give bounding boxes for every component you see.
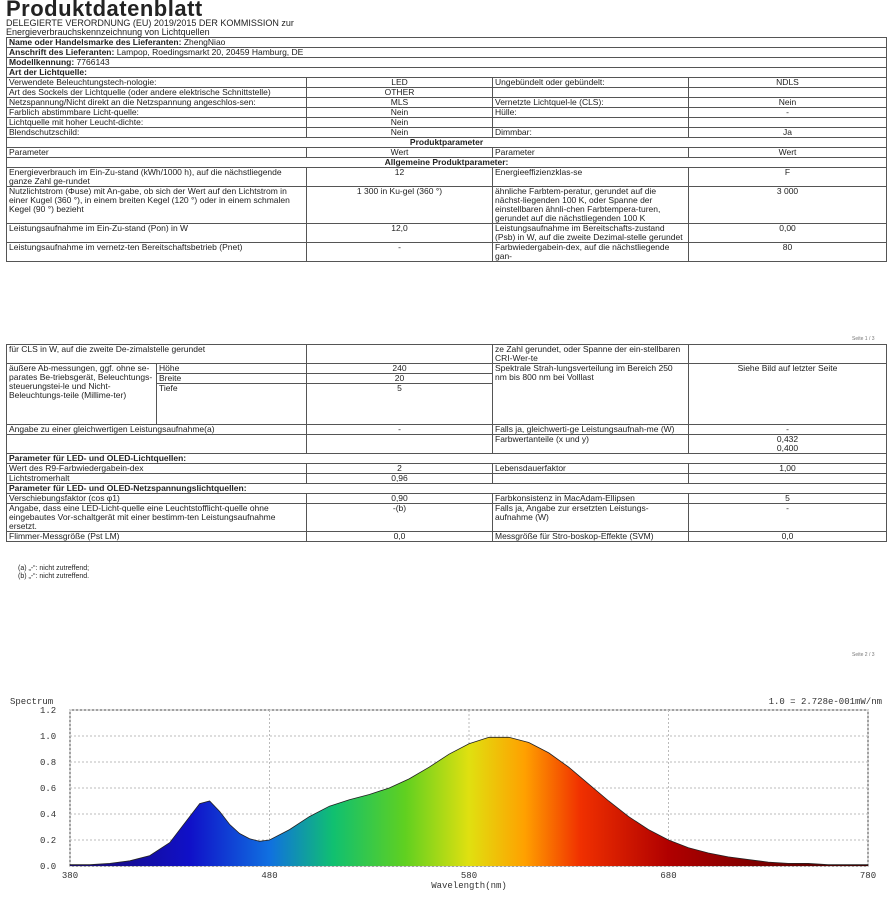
type-row-0 <box>7 78 887 88</box>
brand-value: ZhengNiao <box>183 37 226 47</box>
mains-value2-2: 0,0 <box>689 532 887 542</box>
x-tick-label: 480 <box>261 871 278 881</box>
type-row-2 <box>7 98 887 108</box>
type-label2-1 <box>493 88 689 98</box>
type-value2-3: - <box>689 108 887 118</box>
type-label-5: Blendschutzschild: <box>7 128 307 138</box>
led-value-0: 2 <box>307 464 493 474</box>
dim-name-2: Tiefe <box>157 384 307 425</box>
general-label2-0: Energieeffizienzklas-se <box>493 168 689 187</box>
type-label-2: Netzspannung/Nicht direkt an die Netzspannung angeschlos-sen: <box>7 98 307 108</box>
type-heading: Art der Lichtquelle: <box>7 68 887 78</box>
footnote-b: (b) „-“: nicht zutreffend. <box>18 573 90 580</box>
mains-label2-0: Farbkonsistenz in MacAdam-Ellipsen <box>493 494 689 504</box>
product-params-heading: Produktparameter <box>7 138 887 148</box>
general-value2-0: F <box>689 168 887 187</box>
chart-xlabel: Wavelength(nm) <box>431 881 507 891</box>
type-value2-0: NDLS <box>689 78 887 88</box>
type-value2-5: Ja <box>689 128 887 138</box>
cont-left: für CLS in W, auf die zweite De-zimalstelle gerundet <box>7 345 307 364</box>
page-number-2: Seite 2 / 3 <box>852 652 875 658</box>
general-value-3: - <box>307 243 493 262</box>
general-value2-2: 0,00 <box>689 224 887 243</box>
page2-table <box>6 344 887 542</box>
address-value: Lampop, Roedingsmarkt 20, 20459 Hamburg, DE <box>116 47 304 57</box>
type-value2-4 <box>689 118 887 128</box>
general-label-0: Energieverbrauch im Ein-Zu-stand (kWh/1000 h), auf die nächstliegende ganze Zahl ge-rundet <box>7 168 307 187</box>
general-value-0: 12 <box>307 168 493 187</box>
led-heading: Parameter für LED- und OLED-Lichtquellen: <box>7 454 887 464</box>
type-row-3 <box>7 108 887 118</box>
equiv-label-0: Angabe zu einer gleichwertigen Leistungsaufnahme(a) <box>7 425 307 435</box>
type-value-2: MLS <box>307 98 493 108</box>
general-label2-3: Farbwiedergabein-dex, auf die nächstliegende gan- <box>493 243 689 262</box>
spectral-label: Spektrale Strah-lungsverteilung im Bereich 250 nm bis 800 nm bei Volllast <box>493 364 689 425</box>
general-value2-3: 80 <box>689 243 887 262</box>
led-value2-1 <box>689 474 887 484</box>
y-tick-label: 0.8 <box>40 758 57 768</box>
spectrum-svg <box>6 688 886 892</box>
general-row-2 <box>7 224 887 243</box>
type-row-1 <box>7 88 887 98</box>
led-label2-1 <box>493 474 689 484</box>
mains-row-0 <box>7 494 887 504</box>
mains-value2-0: 5 <box>689 494 887 504</box>
equiv-label2-1: Farbwertanteile (x und y) <box>493 435 689 454</box>
mains-value-0: 0,90 <box>307 494 493 504</box>
page-title: Produktdatenblatt <box>6 0 203 21</box>
dim-value-1: 20 <box>307 374 493 384</box>
type-value-1: OTHER <box>307 88 493 98</box>
equiv-label-1 <box>7 435 307 454</box>
page1-table <box>6 37 887 262</box>
dim-name-0: Höhe <box>157 364 307 374</box>
equiv-row-1 <box>7 435 887 454</box>
led-value-1: 0,96 <box>307 474 493 484</box>
equiv-value2-0: - <box>689 425 887 435</box>
general-row-0 <box>7 168 887 187</box>
cont-right: ze Zahl gerundet, oder Spanne der ein-stellbaren CRI-Wer-te <box>493 345 689 364</box>
col-param-1: Parameter <box>7 148 307 158</box>
led-label-1: Lichtstromerhalt <box>7 474 307 484</box>
y-tick-label: 1.0 <box>40 732 57 742</box>
regulation-line-2: Energieverbrauchskennzeichnung von Lichtquellen <box>6 27 210 37</box>
general-row-3 <box>7 243 887 262</box>
model-value: 7766143 <box>76 57 110 67</box>
type-label-4: Lichtquelle mit hoher Leucht-dichte: <box>7 118 307 128</box>
brand-label: Name oder Handelsmarke des Lieferanten: <box>9 37 182 47</box>
equiv-value-0: - <box>307 425 493 435</box>
y-tick-label: 0.4 <box>40 810 57 820</box>
x-tick-label: 780 <box>859 871 877 881</box>
equiv-value-1 <box>307 435 493 454</box>
mains-value-1: -(b) <box>307 504 493 532</box>
y-tick-label: 1.2 <box>40 706 57 716</box>
equiv-value2-1: 0,432 0,400 <box>689 435 887 454</box>
dim-label: äußere Ab-messungen, ggf. ohne se-parates Be-triebsgerät, Beleuchtungs-steuerungstei-le und Nicht-Beleuchtungs-teile (Millime-ter) <box>7 364 157 425</box>
type-label2-5: Dimmbar: <box>493 128 689 138</box>
type-label-3: Farblich abstimmbare Licht-quelle: <box>7 108 307 118</box>
x-tick-label: 380 <box>61 871 79 881</box>
x-tick-label: 680 <box>660 871 677 881</box>
address-label: Anschrift des Lieferanten: <box>9 47 115 57</box>
type-row-5 <box>7 128 887 138</box>
mains-label2-2: Messgröße für Stro-boskop-Effekte (SVM) <box>493 532 689 542</box>
general-row-1 <box>7 187 887 224</box>
general-heading: Allgemeine Produktparameter: <box>7 158 887 168</box>
dim-value-0: 240 <box>307 364 493 374</box>
type-label2-2: Vernetzte Lichtquel-le (CLS): <box>493 98 689 108</box>
mains-row-1 <box>7 504 887 532</box>
col-value-1: Wert <box>307 148 493 158</box>
type-value-3: Nein <box>307 108 493 118</box>
equiv-label2-0: Falls ja, gleichwerti-ge Leistungsaufnah-me (W) <box>493 425 689 435</box>
led-label2-0: Lebensdauerfaktor <box>493 464 689 474</box>
footnote-a: (a) „-“: nicht zutreffend; <box>18 565 90 572</box>
led-row-1 <box>7 474 887 484</box>
type-label2-0: Ungebündelt oder gebündelt: <box>493 78 689 88</box>
type-value-4: Nein <box>307 118 493 128</box>
general-label2-1: ähnliche Farbtem-peratur, gerundet auf die nächst-liegenden 100 K, oder Spanne der einstellbaren ähnli-chen Farbtempera-turen, gerundet auf die nächstliegenden 100 K <box>493 187 689 224</box>
dim-value-2: 5 <box>307 384 493 425</box>
led-row-0 <box>7 464 887 474</box>
led-label-0: Wert des R9-Farbwiedergabein-dex <box>7 464 307 474</box>
equiv-row-0 <box>7 425 887 435</box>
general-label-1: Nutzlichtstrom (Φuse) mit An-gabe, ob sich der Wert auf den Lichtstrom in einer Kugel (360 °), in einem breiten Kegel (120 °) oder in einem schmalen Kegel (90 °) bezieht <box>7 187 307 224</box>
mains-value-2: 0,0 <box>307 532 493 542</box>
dim-name-1: Breite <box>157 374 307 384</box>
type-value2-2: Nein <box>689 98 887 108</box>
col-param-2: Parameter <box>493 148 689 158</box>
general-value-1: 1 300 in Ku-gel (360 °) <box>307 187 493 224</box>
mains-row-2 <box>7 532 887 542</box>
y-tick-label: 0.6 <box>40 784 57 794</box>
page-number-1: Seite 1 / 3 <box>852 336 875 342</box>
general-value2-1: 3 000 <box>689 187 887 224</box>
chart-ylabel: Spectrum <box>10 697 54 707</box>
col-value-2: Wert <box>689 148 887 158</box>
mains-label-0: Verschiebungsfaktor (cos φ1) <box>7 494 307 504</box>
x-tick-label: 580 <box>460 871 478 881</box>
type-value-0: LED <box>307 78 493 88</box>
y-tick-label: 0.0 <box>40 862 57 872</box>
type-label-1: Art des Sockels der Lichtquelle (oder andere elektrische Schnittstelle) <box>7 88 307 98</box>
mains-value2-1: - <box>689 504 887 532</box>
general-label2-2: Leistungsaufnahme im Bereitschafts-zustand (Psb) in W, auf die zweite Dezimal-stelle gerundet <box>493 224 689 243</box>
mains-label2-1: Falls ja, Angabe zur ersetzten Leistungs-aufnahme (W) <box>493 504 689 532</box>
regulation-line-1: DELEGIERTE VERORDNUNG (EU) 2019/2015 DER KOMMISSION zur <box>6 18 294 28</box>
type-row-4 <box>7 118 887 128</box>
spectral-value: Siehe Bild auf letzter Seite <box>689 364 887 425</box>
type-label-0: Verwendete Beleuchtungstech-nologie: <box>7 78 307 88</box>
type-value2-1 <box>689 88 887 98</box>
model-label: Modellkennung: <box>9 57 75 67</box>
general-label-3: Leistungsaufnahme im vernetz-ten Bereitschaftsbetrieb (Pnet) <box>7 243 307 262</box>
type-label2-4 <box>493 118 689 128</box>
type-label2-3: Hülle: <box>493 108 689 118</box>
chart-scale-note: 1.0 = 2.728e-001mW/nm <box>768 697 882 707</box>
mains-label-2: Flimmer-Messgröße (Pst LM) <box>7 532 307 542</box>
led-value2-0: 1,00 <box>689 464 887 474</box>
general-label-2: Leistungsaufnahme im Ein-Zu-stand (Pon) in W <box>7 224 307 243</box>
mains-label-1: Angabe, dass eine LED-Licht-quelle eine Leuchtstofflicht-quelle ohne eingebautes Vor-schaltgerät mit einer bestimm-ten Leistungsaufnahme ersetzt. <box>7 504 307 532</box>
general-value-2: 12,0 <box>307 224 493 243</box>
y-tick-label: 0.2 <box>40 836 57 846</box>
mains-heading: Parameter für LED- und OLED-Netzspannungslichtquellen: <box>7 484 887 494</box>
spectrum-chart <box>6 688 886 892</box>
type-value-5: Nein <box>307 128 493 138</box>
